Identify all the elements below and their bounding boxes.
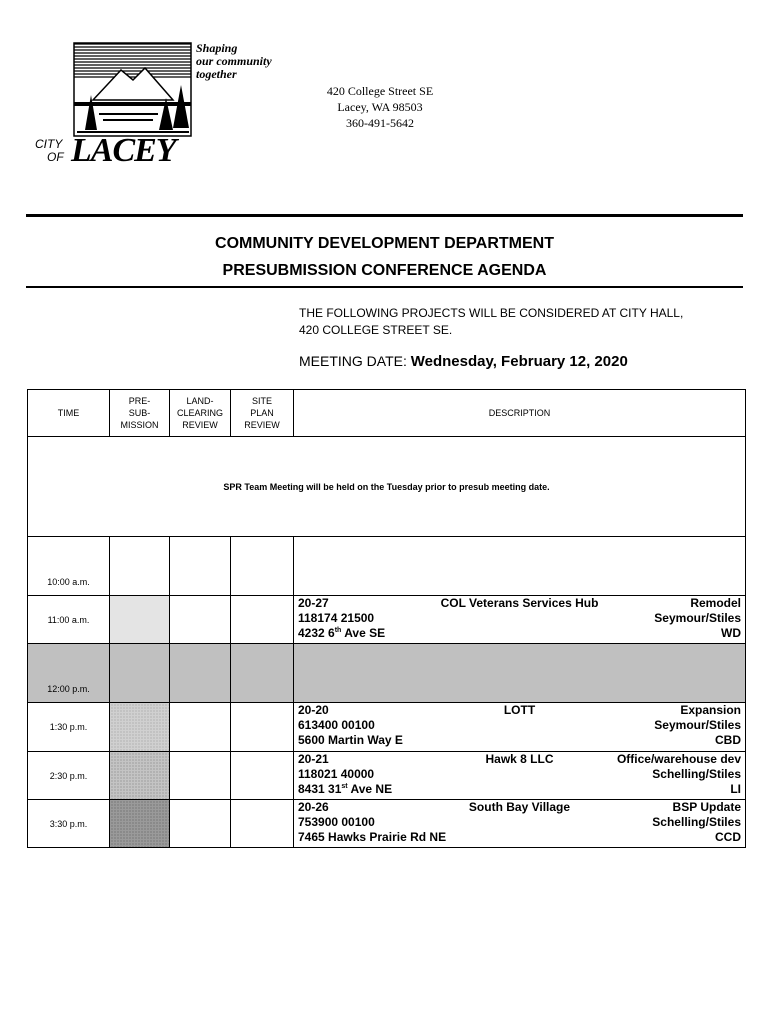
table-row (28, 596, 746, 644)
table-row (28, 537, 746, 596)
table-row (28, 752, 746, 800)
address-street: 420 College Street SE (326, 84, 434, 98)
row-time: 2:30 p.m. (28, 752, 110, 800)
row-time: 1:30 p.m. (28, 703, 110, 752)
table-header (28, 390, 746, 437)
address-phone: 360-491-5642 (346, 116, 414, 130)
row-time: 10:00 a.m. (28, 537, 110, 596)
department-title: COMMUNITY DEVELOPMENT DEPARTMENT (215, 235, 554, 252)
row-time: 3:30 p.m. (28, 800, 110, 848)
project-description: 20-27 118174 21500 4232 6th Ave SE COL Veterans Services Hub Remodel Seymour/Stiles WD (294, 596, 746, 644)
meeting-date: MEETING DATE: Wednesday, February 12, 2020 (299, 353, 628, 370)
city-address (300, 83, 460, 131)
logo-city-name: LACEY (71, 132, 176, 169)
project-description: 20-26 753900 00100 7465 Hawks Prairie Rd NE South Bay Village BSP Update Schelling/Stiles CCD (294, 800, 746, 848)
header-presub: PRE- SUB- MISSION (110, 390, 170, 437)
project-description: 20-21 118021 40000 8431 31st Ave NE Hawk 8 LLC Office/warehouse dev Schelling/Stiles LI (294, 752, 746, 800)
top-divider (26, 214, 743, 217)
logo-tagline: Shaping our community together (196, 41, 272, 81)
city-logo (33, 40, 293, 170)
presub-mark (110, 596, 170, 644)
header-land-clearing: LAND- CLEARING REVIEW (170, 390, 231, 437)
header-site-plan: SITE PLAN REVIEW (231, 390, 294, 437)
header-description: DESCRIPTION (294, 390, 746, 437)
presub-mark (110, 752, 170, 800)
table-row (28, 644, 746, 703)
row-time: 12:00 p.m. (28, 644, 110, 703)
agenda-table (27, 389, 746, 848)
agenda-title: PRESUBMISSION CONFERENCE AGENDA (222, 262, 547, 279)
project-description: 20-20 613400 00100 5600 Martin Way E LOTT Expansion Seymour/Stiles CBD (294, 703, 746, 752)
intro-text: THE FOLLOWING PROJECTS WILL BE CONSIDERED AT CITY HALL, 420 COLLEGE STREET SE. (299, 306, 684, 337)
note-row (28, 437, 746, 537)
spr-note: SPR Team Meeting will be held on the Tuesday prior to presub meeting date. (28, 437, 746, 537)
logo-city-small: CITY OF (35, 137, 64, 164)
row-time: 11:00 a.m. (28, 596, 110, 644)
presub-mark (110, 703, 170, 752)
presub-mark (110, 800, 170, 848)
bottom-divider (26, 286, 743, 288)
header-time: TIME (28, 390, 110, 437)
table-row (28, 703, 746, 752)
address-city: Lacey, WA 98503 (337, 100, 423, 114)
table-row (28, 800, 746, 848)
